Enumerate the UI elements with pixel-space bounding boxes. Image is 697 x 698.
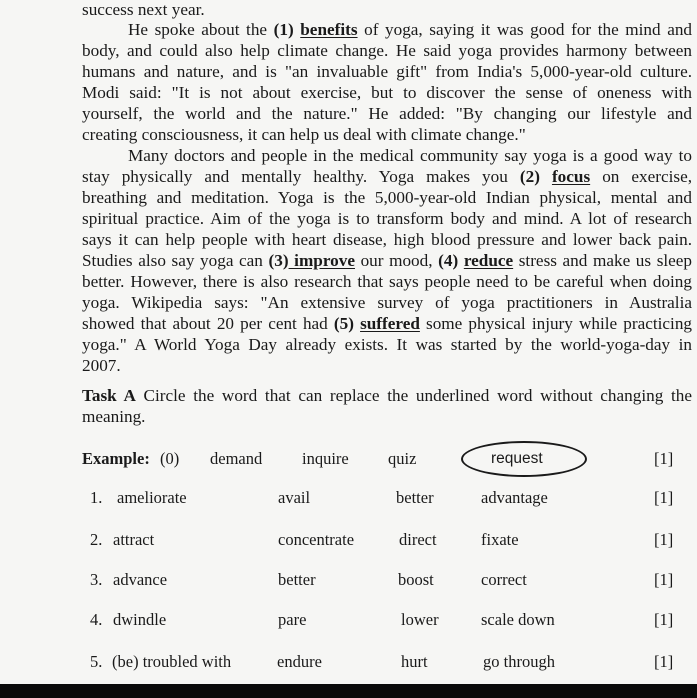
passage-line: spiritual practice. Aim of the yoga is to transform body and mind. A lot of research — [82, 209, 692, 228]
example-option[interactable]: demand — [210, 449, 263, 468]
passage-line: yoga. Wikipedia says: "An extensive survey of yoga practitioners in Australia — [82, 293, 692, 312]
option[interactable]: go through — [483, 652, 555, 671]
option[interactable]: scale down — [481, 610, 555, 629]
mark: [1] — [654, 652, 674, 671]
question-number: 1. — [90, 488, 103, 507]
mark: [1] — [654, 449, 674, 468]
question-word: attract — [113, 530, 155, 549]
mark: [1] — [654, 530, 674, 549]
question-row — [0, 487, 697, 509]
example-number: (0) — [160, 449, 180, 468]
passage-line: body, and could also help climate change. He said yoga provides harmony between — [82, 41, 692, 60]
task-instruction: Task A Circle the word that can replace the underlined word without changing the — [82, 386, 692, 405]
underlined-word-4: reduce — [463, 251, 514, 270]
question-word: dwindle — [113, 610, 167, 629]
option[interactable]: hurt — [401, 652, 428, 671]
question-row — [0, 609, 697, 631]
question-number: 2. — [90, 530, 103, 549]
option[interactable]: better — [396, 488, 434, 507]
option[interactable]: fixate — [481, 530, 519, 549]
passage-line: Studies also say yoga can (3) improve our mood, (4) reduce stress and make us sleep — [82, 251, 693, 270]
underlined-word-5: suffered — [360, 314, 420, 333]
passage-line: better. However, there is also research that says people need to be careful when doing — [82, 272, 692, 291]
passage-line: Many doctors and people in the medical community say yoga is a good way to — [128, 146, 692, 165]
task-label: Task A — [82, 386, 136, 405]
mark: [1] — [654, 570, 674, 589]
option[interactable]: concentrate — [278, 530, 355, 549]
question-number: (2) — [519, 167, 552, 186]
example-option[interactable]: inquire — [302, 449, 349, 468]
passage-line: stay physically and mentally healthy. Yoga makes you (2) focus on exercise, — [82, 167, 692, 186]
option[interactable]: pare — [278, 610, 307, 629]
option[interactable]: lower — [401, 610, 439, 629]
option[interactable]: endure — [277, 652, 322, 671]
question-number: (4) — [438, 251, 464, 270]
example-option-circled[interactable]: request — [491, 450, 543, 467]
option[interactable]: direct — [399, 530, 437, 549]
passage-line: yourself, the world and the nature." He added: "By changing our lifestyle and — [82, 104, 692, 123]
option[interactable]: boost — [398, 570, 434, 589]
passage-line: Modi said: "It is not about exercise, but to discover the sense of oneness with — [82, 83, 692, 102]
example-label: Example: — [82, 449, 150, 468]
question-word: (be) troubled with — [112, 652, 232, 671]
example-option[interactable]: quiz — [388, 449, 417, 468]
question-number: 4. — [90, 610, 103, 629]
passage-line: humans and nature, and is "an invaluable gift" from India's 5,000-year-old culture. — [82, 62, 692, 81]
question-row — [0, 569, 697, 591]
passage-line: He spoke about the (1) benefits of yoga, saying it was good for the mind and — [128, 20, 693, 39]
underlined-word-2: focus — [551, 167, 591, 186]
question-number: 5. — [90, 652, 103, 671]
option[interactable]: avail — [278, 488, 311, 507]
passage-line: breathing and meditation. Yoga is the 5,000-year-old Indian physical, mental and — [82, 188, 692, 207]
example-row — [0, 448, 697, 470]
option[interactable]: correct — [481, 570, 527, 589]
passage-line: 2007. — [82, 356, 121, 375]
mark: [1] — [654, 488, 674, 507]
underlined-word-3: improve — [288, 251, 355, 270]
top-fragment: success next year. — [82, 0, 205, 19]
question-row — [0, 529, 697, 551]
question-number: (5) — [333, 314, 361, 333]
task-instruction-cont: meaning. — [82, 407, 146, 426]
option[interactable]: better — [278, 570, 316, 589]
question-word: advance — [113, 570, 168, 589]
underlined-word-1: benefits — [300, 20, 358, 39]
question-number: (3) — [268, 251, 289, 270]
mark: [1] — [654, 610, 674, 629]
answer-circle — [461, 441, 587, 477]
question-number: (1) — [273, 20, 301, 39]
passage-line: says it can help people with heart disease, high blood pressure and lower back pain. — [82, 230, 692, 249]
question-number: 3. — [90, 570, 103, 589]
passage-line: showed that about 20 per cent had (5) suffered some physical injury while practicing — [82, 314, 693, 333]
passage-line: creating consciousness, it can help us deal with climate change." — [82, 125, 526, 144]
passage-line: yoga." A World Yoga Day already exists. It was started by the world-yoga-day in — [82, 335, 692, 354]
bottom-black-bar — [0, 684, 697, 698]
question-row — [0, 651, 697, 673]
option[interactable]: advantage — [481, 488, 548, 507]
question-word: ameliorate — [117, 488, 187, 507]
